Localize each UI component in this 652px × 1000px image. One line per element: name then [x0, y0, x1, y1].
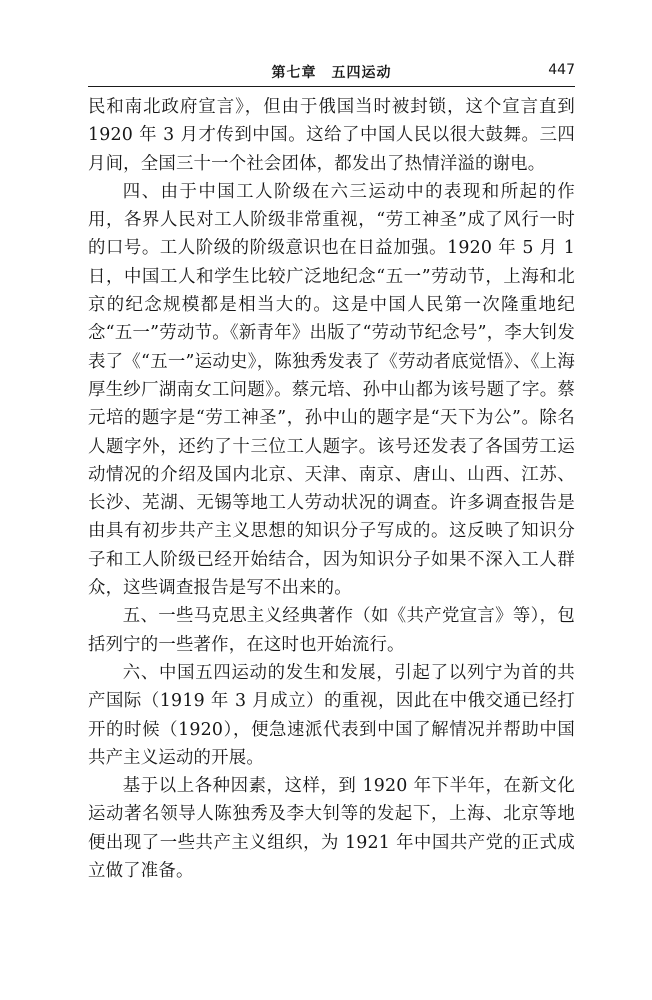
running-head — [88, 60, 575, 84]
paragraph-point-five: 五、一些马克思主义经典著作（如《共产党宣言》等），包括列宁的一些著作，在这时也开始流行。 — [88, 606, 575, 655]
page-number: 447 — [548, 62, 575, 78]
header-rule — [88, 86, 575, 87]
paragraph-continuation: 民和南北政府宣言》，但由于俄国当时被封锁，这个宣言直到 1920 年 3 月才传到中国。这给了中国人民以很大鼓舞。三四月间，全国三十一个社会团体，都发出了热情洋溢的谢电。 — [88, 97, 575, 174]
paragraph-conclusion: 基于以上各种因素，这样，到 1920 年下半年，在新文化运动著名领导人陈独秀及李大钊等的发起下，上海、北京等地便出现了一些共产主义组织，为 1921 年中国共产党的正式成立做了准备。 — [88, 776, 575, 882]
body-text — [88, 93, 575, 885]
chapter-title: 第七章 五四运动 — [271, 65, 392, 81]
paragraph-point-six: 六、中国五四运动的发生和发展，引起了以列宁为首的共产国际（1919 年 3 月成立）的重视，因此在中俄交通已经打开的时候（1920），便急速派代表到中国了解情况并帮助中国共产主义运动的开展。 — [88, 662, 575, 768]
paragraph-point-four: 四、由于中国工人阶级在六三运动中的表现和所起的作用，各界人民对工人阶级非常重视，“劳工神圣”成了风行一时的口号。工人阶级的阶级意识也在日益加强。1920 年 5 月 1 日，中国工人和学生比较广泛地纪念“五一”劳动节，上海和北京的纪念规模都是相当大的。这是中国人民第一次隆重地纪念“五一”劳动节。《新青年》出版了“劳动节纪念号”，李大钊发表了《“五一”运动史》，陈独秀发表了《劳动者底觉悟》、《上海厚生纱厂湖南女工问题》。蔡元培、孙中山都为该号题了字。蔡元培的题字是“劳工神圣”，孙中山的题字是“天下为公”。除名人题字外，还约了十三位工人题字。该号还发表了各国劳工运动情况的介绍及国内北京、天津、南京、唐山、山西、江苏、长沙、芜湖、无锡等地工人劳动状况的调查。许多调查报告是由具有初步共产主义思想的知识分子写成的。这反映了知识分子和工人阶级已经开始结合，因为知识分子如果不深入工人群众，这些调查报告是写不出来的。 — [88, 181, 575, 599]
